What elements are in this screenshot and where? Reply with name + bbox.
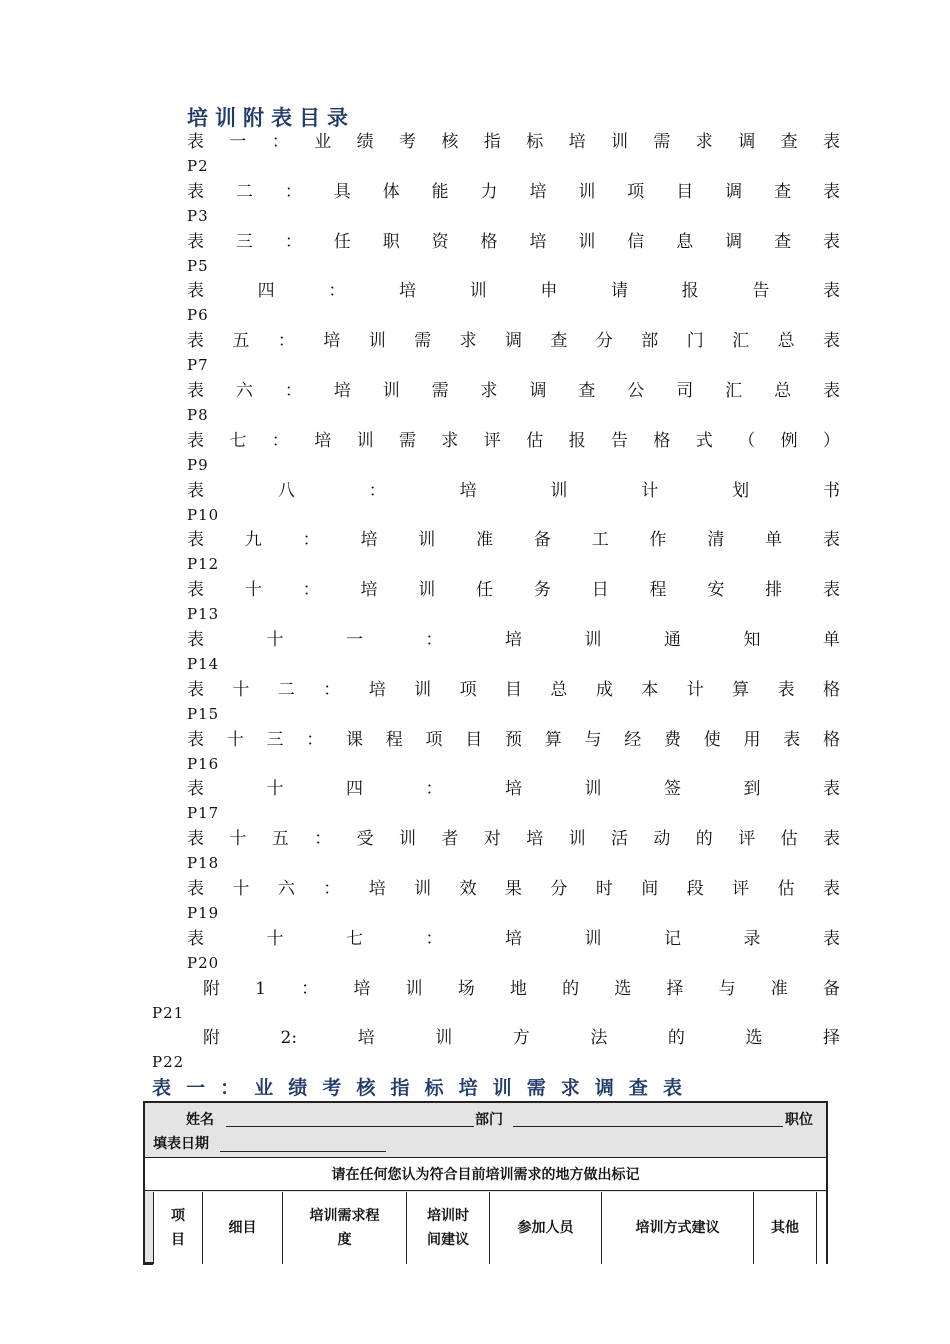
toc-entry-label: 表三：任职资格培训信息调查表: [187, 231, 840, 252]
column-header: [490, 1192, 602, 1264]
column-header-text: 目: [171, 1232, 185, 1248]
column-header-text: 培训需求程: [309, 1208, 380, 1224]
toc-entry-label: 表十二：培训项目总成本计算表格: [187, 679, 840, 700]
column-header-text: 参加人员: [517, 1220, 574, 1236]
toc-entry-label: 附2:培训方法的选择: [203, 1028, 840, 1049]
column-header: [203, 1192, 283, 1264]
toc-entry-label: 表九：培训准备工作清单表: [187, 530, 840, 551]
toc-entry: [0, 429, 950, 479]
info-row: [145, 1103, 826, 1157]
toc-entry: [0, 479, 950, 529]
column-header: [154, 1192, 203, 1264]
column-header: [602, 1192, 754, 1264]
toc-entry-page: P5: [187, 256, 209, 275]
toc-entry-page: P10: [187, 505, 220, 524]
toc-entry-page: P16: [187, 754, 220, 773]
instruction-row: 请在任何您认为符合目前培训需求的地方做出标记: [145, 1157, 826, 1191]
toc-entry-page: P3: [187, 206, 209, 225]
toc-entry-label: 附1：培训场地的选择与准备: [203, 978, 840, 999]
toc-entry-label: 表十七：培训记录表: [187, 928, 840, 949]
toc-entry: [0, 578, 950, 628]
column-header-text: 度: [337, 1232, 352, 1248]
position-label: 职位: [785, 1112, 813, 1128]
name-field-line[interactable]: [226, 1107, 474, 1127]
toc-entry-page: P12: [187, 555, 220, 574]
form-title: 表一：业绩考核指标培训需求调查表: [152, 1077, 682, 1099]
toc-entry-page: P20: [187, 953, 220, 972]
toc-entry-label: 表十：培训任务日程安排表: [187, 580, 840, 601]
toc-entry-label: 表十五：受训者对培训活动的评估表: [187, 829, 840, 850]
toc-list: [0, 130, 950, 1076]
toc-entry: [0, 927, 950, 977]
toc-entry-label: 表七：培训需求评估报告格式（例）: [187, 430, 840, 451]
column-header: [283, 1192, 407, 1264]
column-header-text: 培训方式建议: [635, 1220, 720, 1236]
toc-entry-page: P19: [187, 903, 220, 922]
dept-label: 部门: [475, 1112, 503, 1128]
column-header: [754, 1192, 817, 1264]
toc-entry-page: P15: [187, 704, 220, 723]
date-label: 填表日期: [153, 1136, 209, 1152]
toc-entry-label: 表十一：培训通知单: [187, 629, 840, 650]
date-field-line[interactable]: [220, 1133, 386, 1152]
toc-entry: [0, 977, 950, 1027]
dept-field-line[interactable]: [513, 1107, 783, 1127]
toc-entry-page: P2: [187, 157, 209, 175]
column-header-row: [153, 1192, 826, 1264]
name-label: 姓名: [186, 1112, 214, 1128]
toc-entry: [0, 628, 950, 678]
toc-entry: [0, 230, 950, 280]
table-continuation-mark: [143, 1264, 153, 1265]
toc-entry-label: 表二：具体能力培训项目调查表: [187, 181, 840, 202]
toc-entry: [0, 877, 950, 927]
toc-entry: [0, 180, 950, 230]
column-header-text: 间建议: [427, 1232, 469, 1248]
column-header: [407, 1192, 490, 1264]
toc-entry-label: 表八：培训计划书: [187, 480, 840, 501]
toc-entry-page: P8: [187, 405, 209, 424]
toc-entry: [0, 777, 950, 827]
column-header-text: 其他: [771, 1220, 799, 1236]
toc-entry: [0, 1026, 950, 1076]
toc-entry: [0, 827, 950, 877]
toc-entry: [0, 678, 950, 728]
survey-form: [143, 1101, 828, 1264]
toc-entry-page: P21: [152, 1003, 185, 1022]
toc-entry-page: P18: [187, 854, 220, 873]
toc-entry-label: 表十四：培训签到表: [187, 779, 840, 800]
toc-entry-label: 表四：培训申请报告表: [187, 281, 840, 302]
toc-entry: [0, 379, 950, 429]
toc-entry-label: 表十三：课程项目预算与经费使用表格: [187, 729, 840, 750]
toc-entry-page: P6: [187, 306, 209, 325]
toc-entry-page: P7: [187, 356, 209, 375]
toc-entry-label: 表一：业绩考核指标培训需求调查表: [187, 132, 840, 152]
toc-entry: [0, 528, 950, 578]
toc-entry-label: 表十六：培训效果分时间段评估表: [187, 878, 840, 899]
toc-entry-label: 表六：培训需求调查公司汇总表: [187, 380, 840, 401]
toc-entry-page: P22: [152, 1053, 185, 1072]
toc-entry: [0, 728, 950, 778]
toc-entry-page: P13: [187, 605, 220, 624]
toc-entry-page: P14: [187, 654, 220, 673]
toc-entry-page: P9: [187, 455, 209, 474]
toc-entry-label: 表五：培训需求调查分部门汇总表: [187, 331, 840, 352]
toc-entry-page: P17: [187, 804, 220, 823]
column-header-text: 项: [171, 1208, 185, 1224]
toc-entry: [0, 130, 950, 180]
toc-entry: [0, 279, 950, 329]
column-header-text: 培训时: [427, 1208, 469, 1224]
column-header-text: 细目: [228, 1220, 257, 1236]
toc-title: 培训附表目录: [187, 105, 355, 130]
toc-entry: [0, 329, 950, 379]
